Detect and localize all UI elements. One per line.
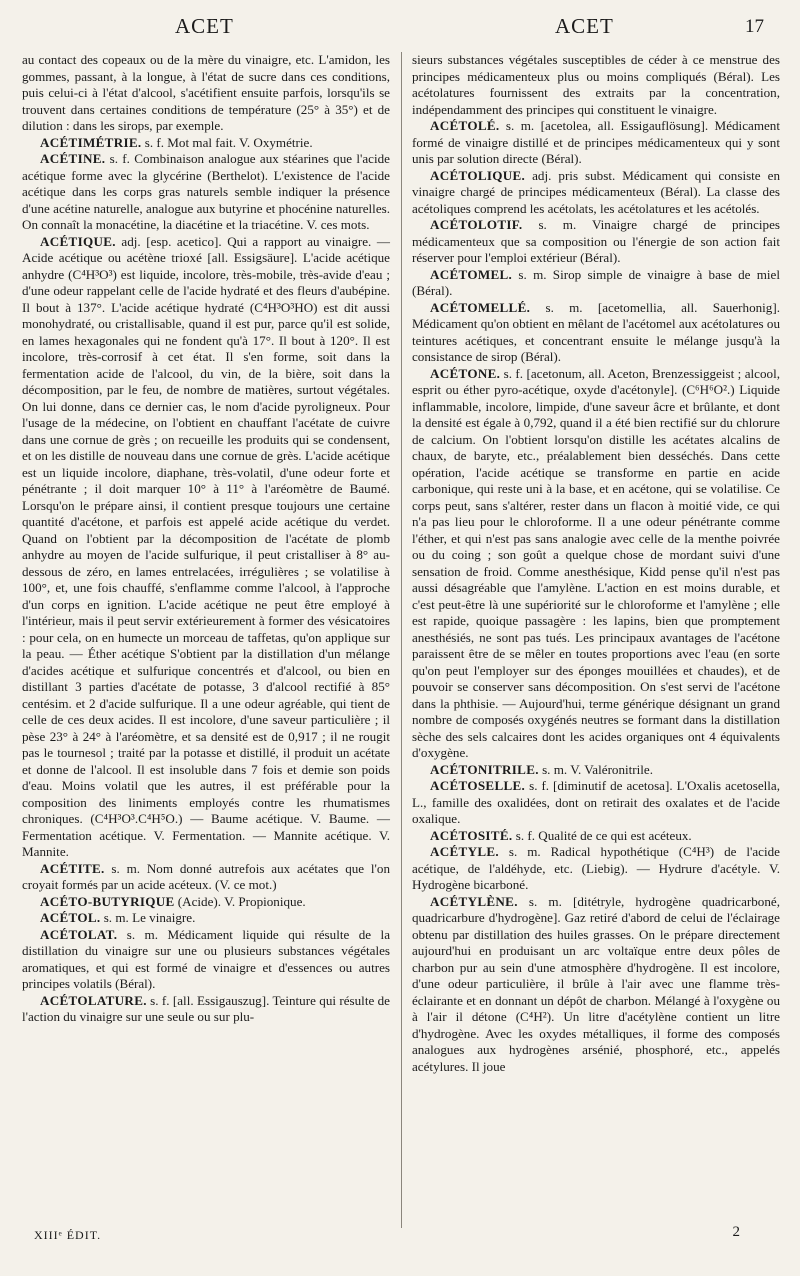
entry-headword: ACÉTOLIQUE. <box>430 167 526 183</box>
dictionary-entry <box>412 300 780 366</box>
entry-headword: ACÉTOMELLÉ. <box>430 299 531 315</box>
entry-headword: ACÉTYLÈNE. <box>430 893 518 909</box>
entry-definition: s. f. [diminutif de acetosa]. L'Oxalis acetosella, L., famille des oxalidées, dont on retirait des oxalates et de l'acide oxalique. <box>412 778 780 826</box>
entry-definition: s. m. Sirop simple de vinaigre à base de miel (Béral). <box>412 266 780 298</box>
entry-definition: s. m. Vinaigre chargé de principes médicamenteux que sa composition ou l'énergie de son action fait réserver pour l'emploi extérieur (Béral). <box>412 217 780 265</box>
entry-definition: s. m. Radical hypothétique (C⁴H³) de l'acide acétique, de l'aldéhyde, etc. (Liebig). — Hydrure d'acétyle. V. Hydrogène bicarboné. <box>412 844 780 892</box>
column-divider <box>401 52 402 1228</box>
entry-headword: ACÉTOLOTIF. <box>430 217 523 232</box>
dictionary-entry <box>412 828 780 845</box>
entry-definition: adj. pris subst. Médicament qui consiste en vinaigre chargé de principes médicamenteux (Béral). La classe des acétoliques comprend les acétolats, les acétolatures et les acétolés. <box>412 167 780 216</box>
dictionary-entry <box>412 267 780 300</box>
entry-headword: ACÉTONE. <box>430 365 501 381</box>
entry-headword: ACÉTO-BUTYRIQUE <box>40 893 175 909</box>
entry-headword: ACÉTOLÉ. <box>430 118 500 133</box>
entry-definition: s. m. Médicament liquide qui résulte de la distillation du vinaigre sur une ou plusieurs substances végétales aromatiques, et qui est formé de vinaigre et d'essences ou autres principes volatils (Béral). <box>22 926 390 991</box>
dictionary-entry <box>22 910 390 927</box>
entry-headword: ACÉTIQUE. <box>40 233 116 249</box>
right-guide-word: ACET <box>555 14 614 38</box>
dictionary-entry <box>412 778 780 828</box>
entry-headword: ACÉTOLATURE. <box>40 992 147 1008</box>
entry-definition: s. m. V. Valéronitrile. <box>538 761 654 777</box>
dictionary-entry <box>22 993 390 1026</box>
entry-definition: s. m. Le vinaigre. <box>100 910 196 925</box>
dictionary-entry <box>412 217 780 267</box>
dictionary-entry <box>412 894 780 1076</box>
dictionary-entry <box>412 844 780 894</box>
entry-definition: s. m. Nom donné autrefois aux acétates que l'on croyait formés par un acide acéteux. (V. ce mot.) <box>22 860 390 892</box>
entry-headword: ACÉTITE. <box>40 860 105 876</box>
dictionary-entry <box>412 762 780 779</box>
left-column <box>22 52 390 1026</box>
entry-definition: s. f. Combinaison analogue aux stéarines que l'acide acétique forme avec la glycérine (Berthelot). L'existence de l'acide acétique dans les corps gras naturels semble indiquer la présence d'une acétine naturelle, analogue aux butyrine et phocénine naturelles. On connaît la monacétine, la diacétine et la triacétine. V. ces mots. <box>22 151 390 232</box>
entry-definition: s. f. [acetonum, all. Aceton, Brenzessiggeist ; alcool, esprit ou éther pyro-acétique, oxyde d'acétonyle]. (C⁶H⁶O².) Liquide inflammable, incolore, limpide, d'une saveur âcre et brûlante, et dont la densité est égale à 0,792, quand il a été bien rectifié sur du chlorure de calcium. On l'obtient lorsqu'on distille les acétates alcalins de chaux, de baryte, etc., préalablement bien desséchés. Dans cette opération, l'acide acétique se transforme en partie en acide carbonique, qui reste uni à la base, et en acétone, qui se volatilise. Ce corps peut, sans s'altérer, rester dans un flacon à moitié vide, ce qui n'a pas lieu pour le chloroforme. Il a une odeur pénétrante comme l'éther, et qui n'est pas sans analogie avec celle de la menthe poivrée ou du coing ; son goût a quelque chose de mordant suivi d'une sensation de froid. Comme anesthésique, Kidd pense qu'il n'est pas aussi désagréable que l'amylène. L'action en est moins durable, et c'est peut-être là une supériorité sur le chloroforme et l'amylène ; elle est rapide, quoique passagère : les lapins, bien que promptement anesthésiés, ne sont pas tués. Les principaux avantages de l'acétone paraissent être de se mêler en toutes proportions avec l'eau (en sorte qu'on peut l'employer sur des éponges mouillées et chaudes), et de pouvoir se conserver sans décomposition. On s'est servi de l'acétone dans la phthisie. — Aujourd'hui, terme générique désignant un grand nombre de composés oxygénés neutres se formant dans la distillation sèche des sels calcaires dont les acides organiques ont 4 équivalents d'oxygène. <box>412 365 780 760</box>
dictionary-entry <box>412 168 780 218</box>
entry-headword: ACÉTOSELLE. <box>430 778 526 793</box>
dictionary-entry <box>22 52 390 135</box>
left-guide-word: ACET <box>175 14 234 38</box>
entry-headword: ACÉTONITRILE. <box>430 761 539 777</box>
edition-signature: XIIIᵉ ÉDIT. <box>34 1228 102 1242</box>
page-number: 17 <box>745 16 764 37</box>
sheet-mark: 2 <box>732 1224 740 1240</box>
entry-headword: ACÉTOL. <box>40 910 101 925</box>
dictionary-entry <box>22 927 390 993</box>
dictionary-entry <box>22 151 390 234</box>
running-header <box>0 14 800 44</box>
entry-definition: s. m. [acetomellia, all. Sauerhonig]. Médicament qu'on obtient en mêlant de l'acétomel aux acétolatures ou teintures acétiques, et concentrant ensuite le mélange jusqu'à la consistance de sirop (Béral). <box>412 299 780 364</box>
entry-definition: s. f. Qualité de ce qui est acéteux. <box>512 827 692 843</box>
dictionary-entry <box>22 234 390 861</box>
entry-definition: adj. [esp. acetico]. Qui a rapport au vinaigre. — Acide acétique ou acétène trioxé [all. Essigsäure]. L'acide acétique anhydre (C⁴H³O³) est liquide, incolore, très-mobile, très-avide d'eau ; d'une odeur rappelant celle de l'acide hydraté et des fleurs d'aubépine. Il bout à 137°. L'acide acétique hydraté (C⁴H³O³HO) est dit aussi monohydraté, ou cristallisable, quand il est pur, parce qu'il est solide, en lames hexagonales qui ne fondent qu'à 17°. Il bout à 120°. Il est incolore, très-corrosif à cet état. Il s'en forme, soit dans la fermentation acide de l'alcool, du vin, de la bière, soit dans la décomposition, par le feu, de nombre de matières, surtout végétales. On lui donne, dans ce dernier cas, le nom d'acide pyroligneux. Pour l'usage de la médecine, on l'obtient en chauffant l'acétate de cuivre dans une cornue de grès ; on recueille les produits qui se condensent, et on les distille de nouveau dans une cornue de grès. L'acide acétique est un liquide incolore, diaphane, très-volatil, d'une odeur forte et pénétrante ; il doit marquer 10° à 11° à l'aréomètre de Baumé. Lorsqu'on le prépare ainsi, il contient presque toujours une certaine quantité d'acétone, et parfois est appelé acide acétique du verdet. Quand on l'obtient par la décomposition de l'acétate de plomb anhydre au moyen de l'acide sulfurique, il peut cristalliser à 8° au-dessous de zéro, en lames entrelacées, irrégulières ; se volatilise à 100°, et, une fois chauffé, s'enflamme comme l'alcool, à l'approche d'un corps en ignition. L'acide acétique ne peut être employé à l'intérieur, mais il peut servir extérieurement à former des vésicatoires : pour cela, on en humecte un morceau de taffetas, qu'on applique sur la peau. — Éther acétique S'obtient par la distillation d'un mélange d'acides acétique et sulfurique concentrés et d'alcool, ou bien en distillant 3 parties d'acétate de potasse, 3 d'alcool rectifié à 85° centésim. et 2 d'acide sulfurique. Il a une odeur agréable, qui tient de celle de ces deux acides. Il est incolore, d'une saveur particulière ; il pèse 23° à 24° à l'aréomètre, et sa densité est de 0,917 ; il ne rougit pas le tournesol ; traité par la potasse et distillé, il produit un acétate et donne de l'alcool. Il est insoluble dans 7 fois et demie son poids d'eau. Moins volatil que les autres, il est préférable pour la composition des liniments employés contre les rhumatismes chroniques. (C⁴H³O³.C⁴H⁵O.) — Baume acétique. V. Baume. — Fermentation acétique. V. Fermentation. — Mannite acétique. V. Mannite. <box>22 233 390 859</box>
entry-definition: s. f. Mot mal fait. V. Oxymétrie. <box>141 134 313 150</box>
entry-definition: (Acide). V. Propionique. <box>174 893 306 909</box>
entry-headword: ACÉTOMEL. <box>430 266 513 282</box>
entry-definition: au contact des copeaux ou de la mère du vinaigre, etc. L'amidon, les gommes, passant, à la longue, à l'état de sucre dans ces conditions, puis celui-ci à l'état d'alcool, s'acétifient ensuite parfois, lorsqu'ils se trouvent dans certaines conditions de température (25° à 35°) et de dilution : dans les sirops, par exemple. <box>22 52 390 133</box>
entry-headword: ACÉTINE. <box>40 151 106 166</box>
entry-definition: s. m. [ditétryle, hydrogène quadricarboné, quadricarbure d'hydrogène]. Gaz retiré d'abord de celui de l'éclairage obtenu par distillation des huiles grasses. On le prépare directement aujourd'hui en produisant un arc voltaïque entre deux pôles de charbon pur au sein d'une atmosphère d'hydrogène. Il est incolore, d'une odeur particulière, il brûle à l'air avec une flamme très-éclairante et en donnant un dépôt de charbon. Mélangé à l'oxygène ou à l'air il détone (C⁴H²). Un litre d'acétylène contient un litre d'hydrogène. Avec les oxydes métalliques, il forme des composés analogues aux hydrogènes arsénié, phosphoré, etc., appelés acétylures. Il joue <box>412 893 780 1074</box>
dictionary-entry <box>22 861 390 894</box>
dictionary-entry <box>412 52 780 118</box>
dictionary-entry <box>412 366 780 762</box>
dictionary-entry <box>22 135 390 152</box>
entry-headword: ACÉTYLE. <box>430 844 499 859</box>
entry-definition: s. f. [all. Essigauszug]. Teinture qui résulte de l'action du vinaigre sur une seule ou sur plu- <box>22 992 390 1024</box>
dictionary-entry <box>22 894 390 911</box>
right-column <box>412 52 780 1075</box>
dictionary-entry <box>412 118 780 168</box>
entry-headword: ACÉTIMÉTRIE. <box>40 134 142 150</box>
entry-definition: sieurs substances végétales susceptibles de céder à ce menstrue des principes médicamenteux plus ou moins compliqués (Béral). Les acétolatures fournissent des extraits par la concentration, indépendamment des principes qui constituent le vinaigre. <box>412 52 780 117</box>
entry-definition: s. m. [acetolea, all. Essigauflösung]. Médicament formé de vinaigre distillé et de principes médicamenteux qui y sont unis par solution directe (Béral). <box>412 118 780 166</box>
entry-headword: ACÉTOSITÉ. <box>430 827 513 843</box>
entry-headword: ACÉTOLAT. <box>40 926 118 942</box>
page-footer <box>0 1224 800 1248</box>
